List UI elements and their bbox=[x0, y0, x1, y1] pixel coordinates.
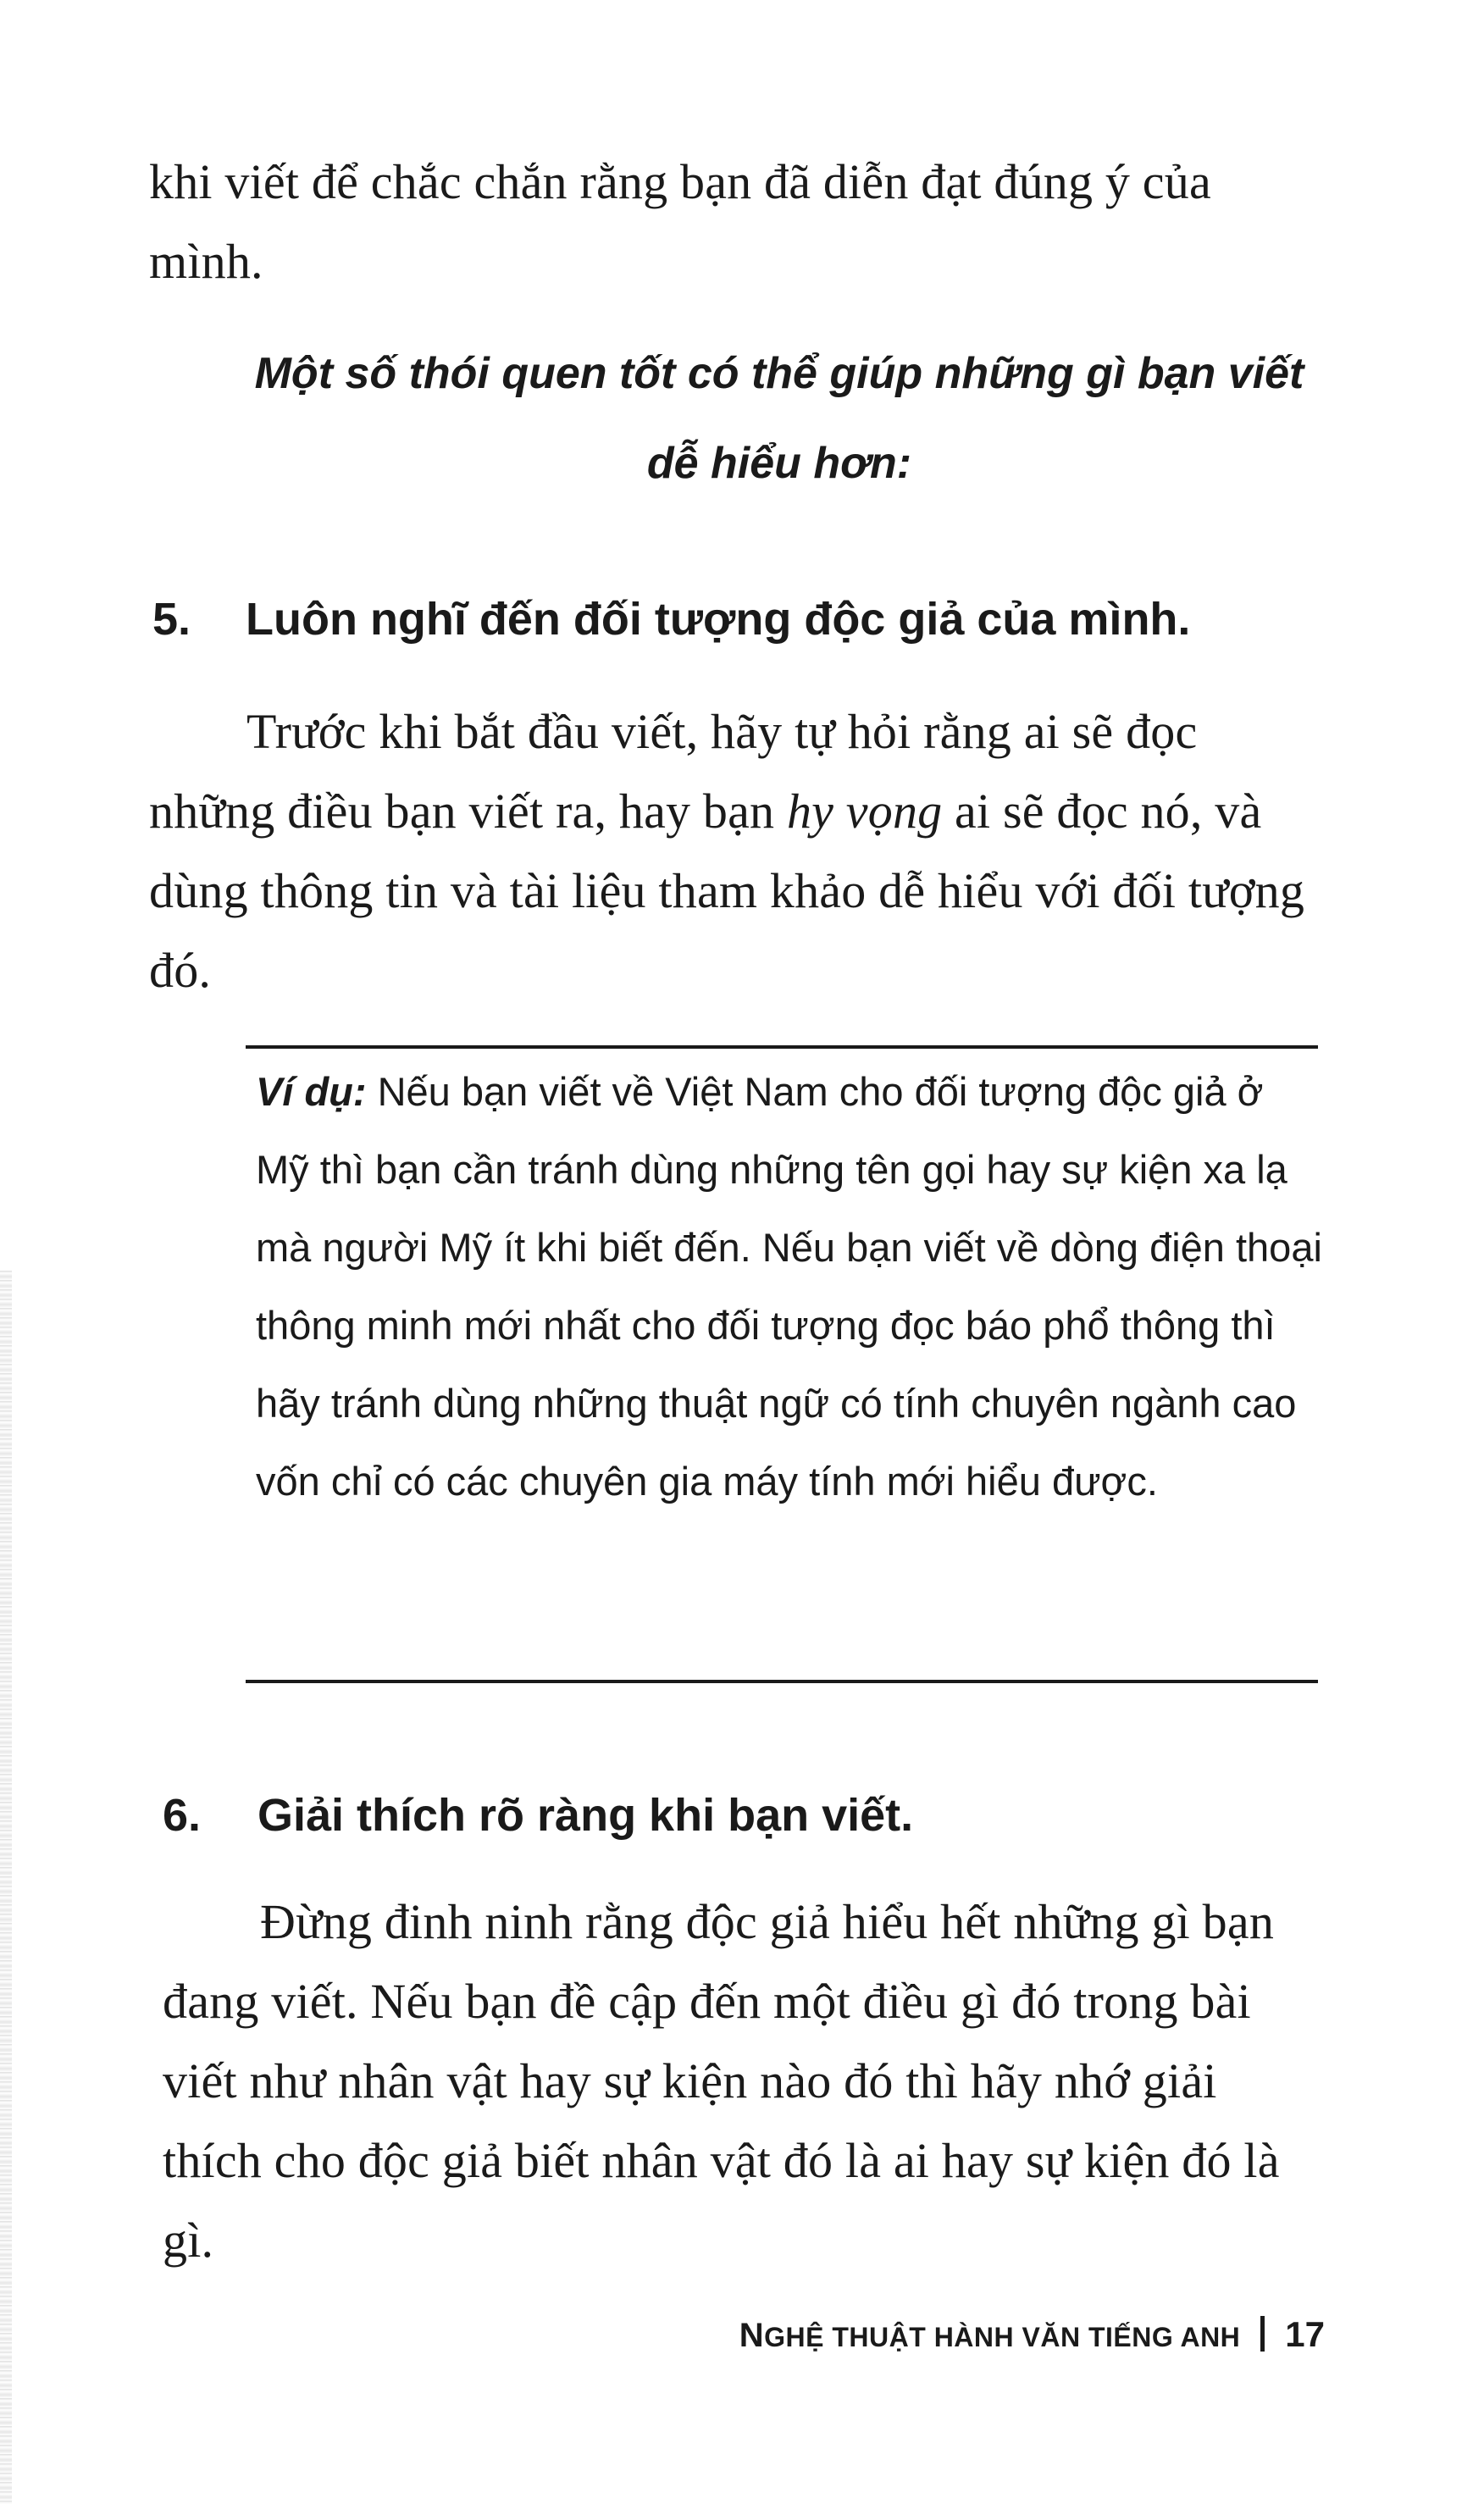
section-6-body: Đừng đinh ninh rằng độc giả hiểu hết những gì bạn đang viết. Nếu bạn đề cập đến một điều gì đó trong bài viết như nhân vật hay sự kiện nào đó thì hãy nhớ giải thích cho độc giả biết nhân vật đó là ai hay sự kiện đó là gì. bbox=[163, 1894, 1280, 2268]
section-6-heading bbox=[163, 1789, 913, 1842]
scan-edge-artifact bbox=[0, 1271, 12, 2504]
footer-separator bbox=[1260, 2316, 1265, 2352]
section-5-title: Luôn nghĩ đến đối tượng độc giả của mình. bbox=[246, 594, 1191, 645]
intro-paragraph: khi viết để chắc chắn rằng bạn đã diễn đạt đúng ý của mình. bbox=[149, 154, 1211, 289]
running-title bbox=[739, 2317, 1241, 2355]
page-footer bbox=[739, 2311, 1325, 2355]
example-top-rule bbox=[246, 1045, 1318, 1049]
section-6-title: Giải thích rõ ràng khi bạn viết. bbox=[257, 1790, 914, 1841]
section-5-body-end: ai sẽ đọc nó, và dùng thông tin và tài liệu tham khảo dễ hiểu với đối tượng đó. bbox=[149, 784, 1305, 998]
example-text: Nếu bạn viết về Việt Nam cho đối tượng độc giả ở Mỹ thì bạn cần tránh dùng những tên gọi hay sự kiện xa lạ mà người Mỹ ít khi biết đến. Nếu bạn viết về dòng điện thoại thông minh mới nhất cho đối tượng đọc báo phổ thông thì hãy tránh dùng những thuật ngữ có tính chuyên ngành cao vốn chỉ có các chuyên gia máy tính mới hiểu được. bbox=[256, 1069, 1322, 1504]
section-5-body-start: Trước khi bắt đầu viết, hãy tự hỏi rằng ai sẽ đọc những điều bạn viết ra, hay bạn bbox=[149, 704, 1198, 839]
example-box bbox=[256, 1053, 1323, 1521]
section-5-number: 5. bbox=[152, 594, 191, 645]
example-label: Ví dụ: bbox=[256, 1069, 367, 1114]
section-6-number: 6. bbox=[163, 1790, 202, 1841]
running-title-rest: GHỆ THUẬT HÀNH VĂN TIẾNG ANH bbox=[764, 2322, 1241, 2352]
page-number: 17 bbox=[1285, 2314, 1325, 2354]
running-title-initial: N bbox=[739, 2317, 765, 2354]
example-bottom-rule bbox=[246, 1680, 1318, 1683]
section-5-body bbox=[149, 692, 1318, 1011]
section-5-heading bbox=[152, 593, 1190, 645]
section-5-body-emphasis: hy vọng bbox=[786, 784, 943, 839]
subtitle: Một số thói quen tốt có thể giúp những gì bạn viết dễ hiểu hơn: bbox=[254, 349, 1304, 488]
